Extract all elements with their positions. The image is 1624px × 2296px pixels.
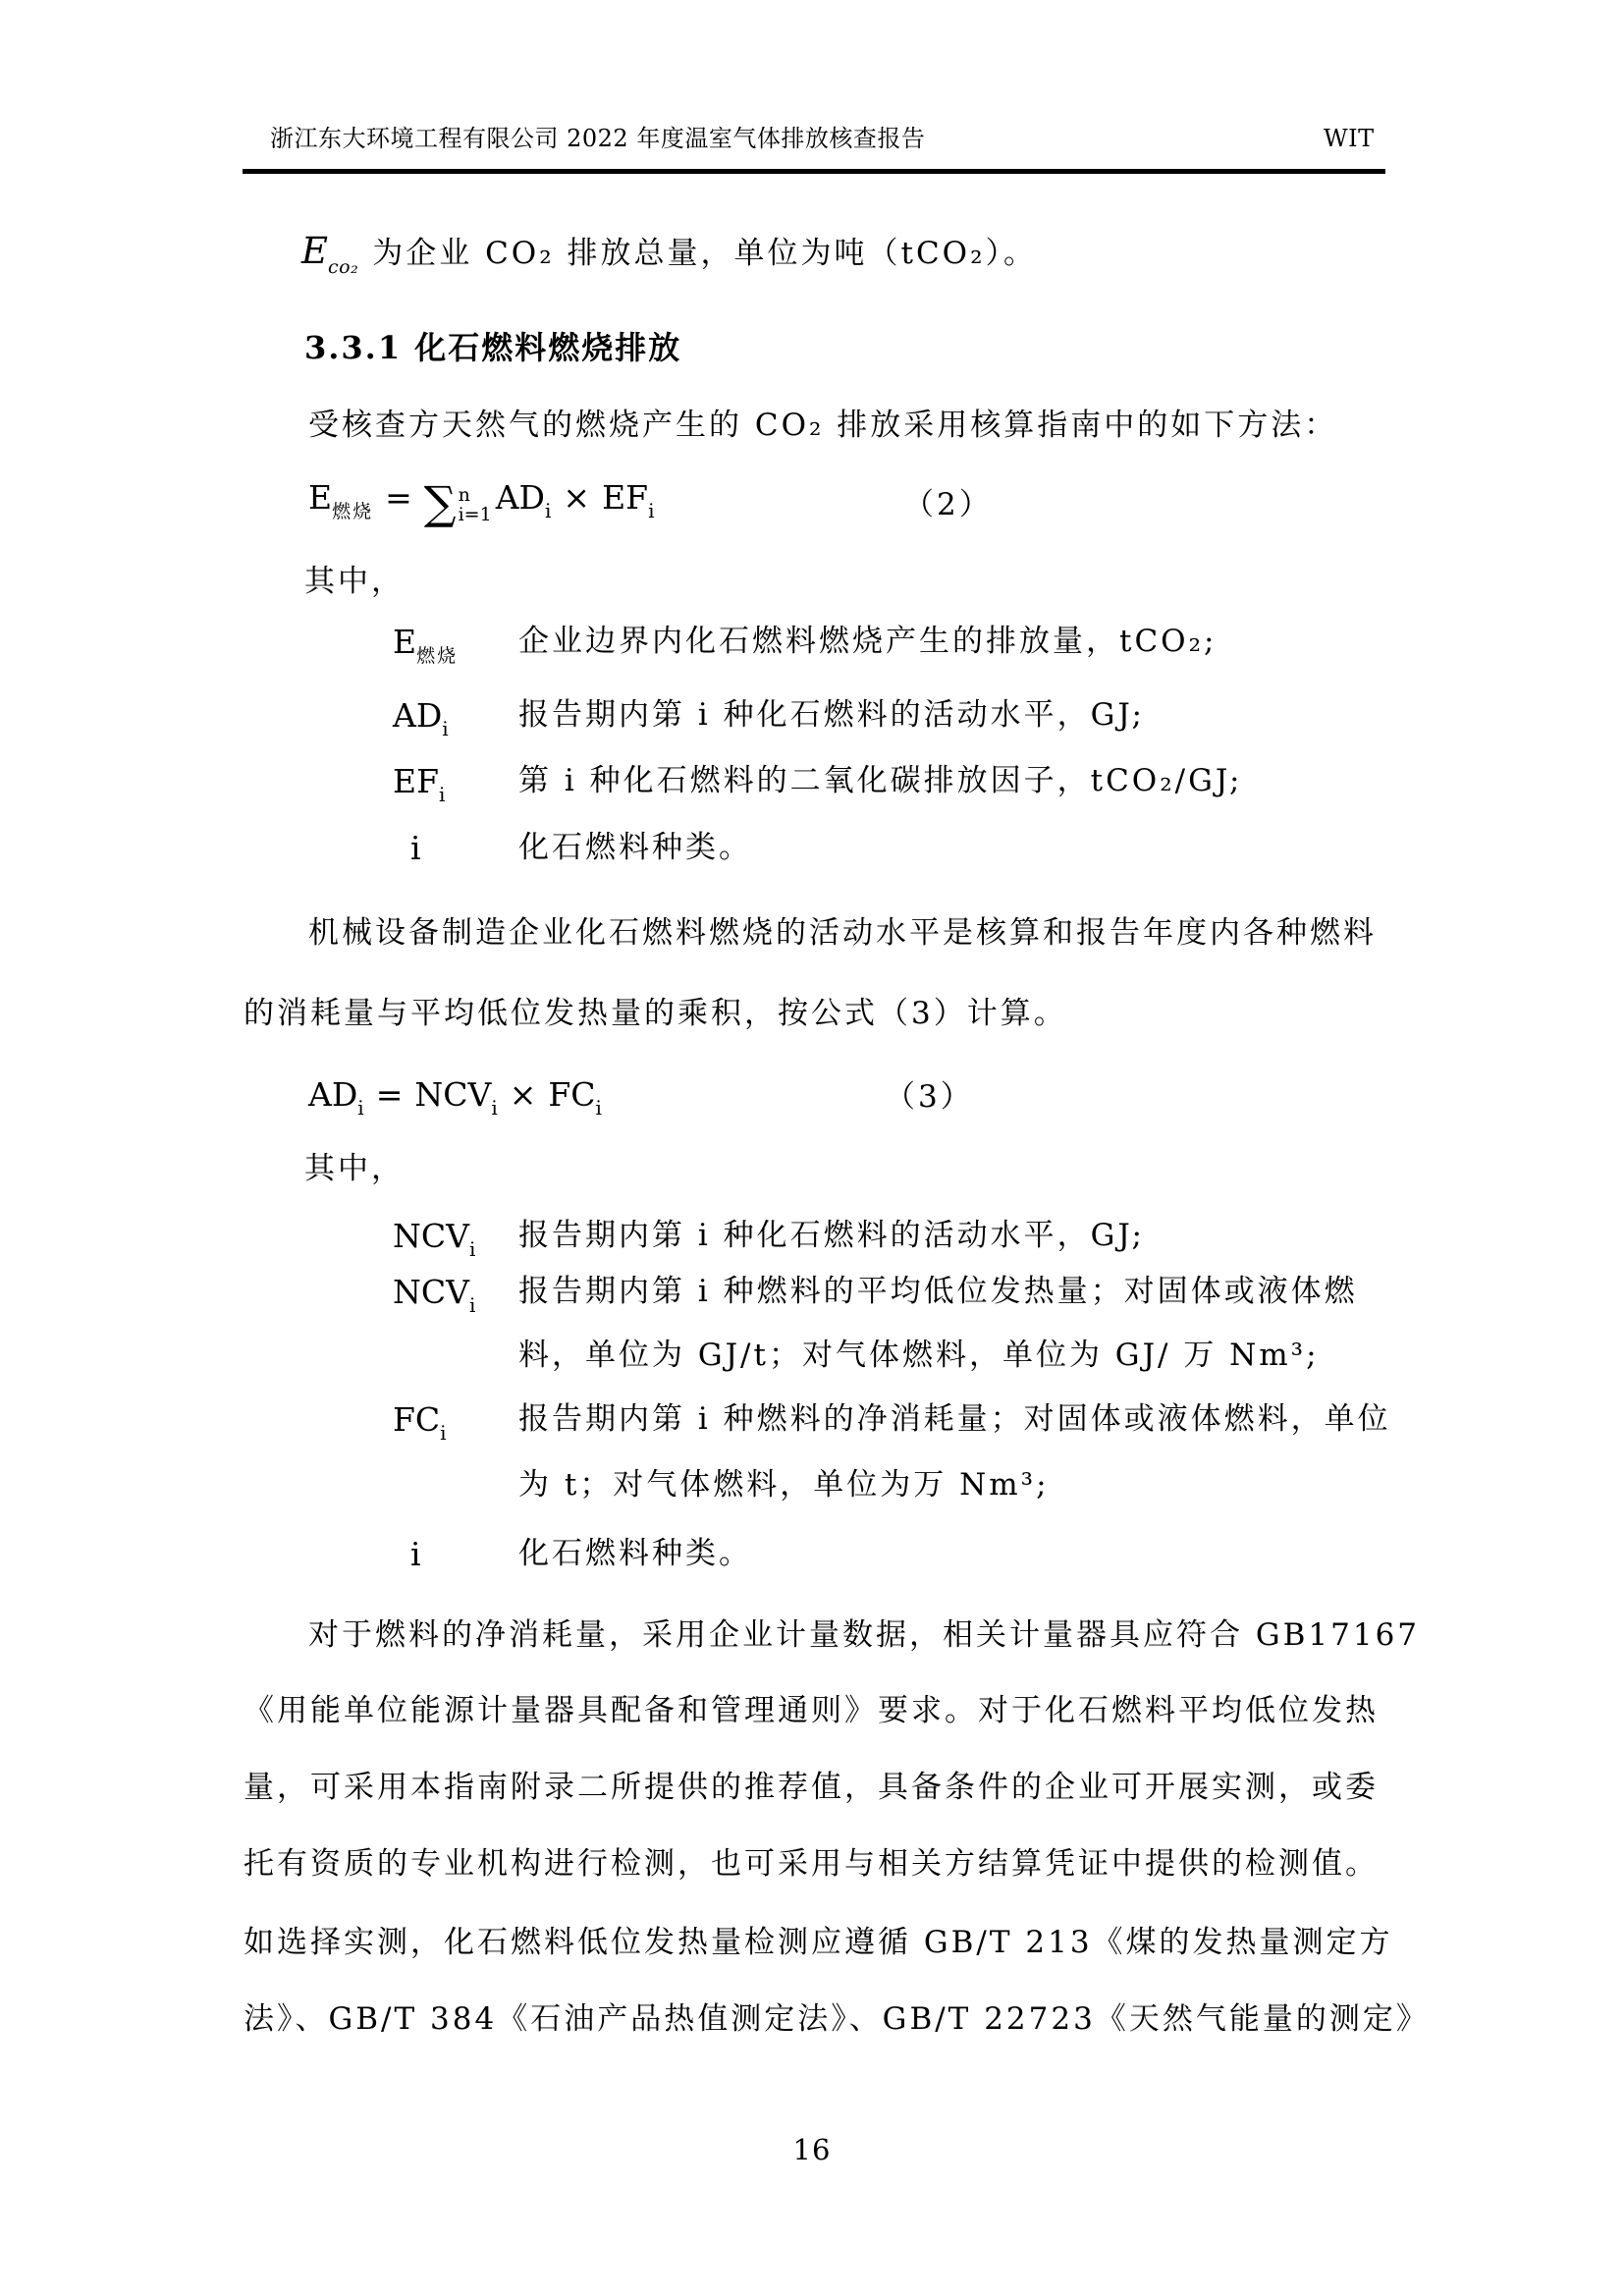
paragraph-activity-level-line1: 机械设备制造企业化石燃料燃烧的活动水平是核算和报告年度内各种燃料 [308, 915, 1377, 951]
term-base: NCV [393, 1217, 469, 1255]
formula3-term2-subscript: i [595, 1096, 602, 1120]
definition-term [393, 622, 459, 667]
formula2-term2-base: EF [602, 478, 649, 517]
definition-term [410, 1534, 421, 1576]
formula3-term1-base: NCV [414, 1075, 492, 1114]
summation-icon: ∑ [423, 476, 457, 529]
definition-desc: 料，单位为 GJ/t；对气体燃料，单位为 GJ/ 万 Nm³; [518, 1338, 1320, 1373]
formula-activity-data [308, 1074, 602, 1120]
definition-term [393, 1272, 476, 1317]
paragraph-activity-level-line2: 的消耗量与平均低位发热量的乘积，按公式（3）计算。 [244, 996, 1067, 1031]
header-brand: WIT [1324, 125, 1375, 152]
page-number: 16 [792, 2133, 832, 2166]
summation-lower-limit: i=1 [458, 504, 492, 525]
formula2-term1-base: AD [495, 478, 545, 517]
paragraph-fuel-consumption-line2: 《用能单位能源计量器具配备和管理通则》要求。对于化石燃料平均低位发热 [244, 1693, 1379, 1728]
formula3-number: （3） [885, 1079, 974, 1115]
paragraph-fuel-consumption-line3: 量，可采用本指南附录二所提供的推荐值，具备条件的企业可开展实测，或委 [244, 1770, 1379, 1805]
term-subscript: 燃烧 [416, 645, 459, 667]
formula2-lhs-base: E [308, 478, 333, 517]
definition-desc: 化石燃料种类。 [518, 830, 752, 865]
definition-desc: 化石燃料种类。 [518, 1536, 752, 1571]
equals-sign: = [375, 1075, 404, 1114]
definition-desc: 报告期内第 i 种燃料的净消耗量；对固体或液体燃料，单位 [518, 1401, 1391, 1437]
paragraph-method-intro: 受核查方天然气的燃烧产生的 CO₂ 排放采用核算指南中的如下方法： [308, 408, 1338, 443]
where-label: 其中， [304, 1151, 405, 1186]
multiplication-sign: × [563, 478, 591, 517]
summation-upper-limit: n [458, 484, 470, 506]
formula-combustion-emission [308, 476, 655, 529]
definition-desc: 报告期内第 i 种化石燃料的活动水平，GJ; [518, 1218, 1145, 1253]
intro-text: 为企业 CO₂ 排放总量，单位为吨（tCO₂）。 [372, 236, 1038, 271]
formula3-term1-subscript: i [491, 1096, 498, 1120]
definition-term [410, 828, 421, 870]
paragraph-fuel-consumption-line1: 对于燃料的净消耗量，采用企业计量数据，相关计量器具应符合 GB17167 [308, 1617, 1421, 1653]
formula3-lhs-subscript: i [357, 1096, 364, 1120]
formula2-term2-subscript: i [648, 499, 655, 522]
multiplication-sign: × [509, 1075, 537, 1114]
definition-desc: 第 i 种化石燃料的二氧化碳排放因子，tCO₂/GJ; [518, 763, 1243, 798]
term-base: i [410, 1535, 421, 1573]
paragraph-fuel-consumption-line5: 如选择实测，化石燃料低位发热量检测应遵循 GB/T 213《煤的发热量测定方 [244, 1925, 1393, 1960]
term-subscript: i [442, 717, 449, 740]
header-rule [243, 169, 1385, 174]
term-subscript: i [468, 1293, 476, 1317]
term-base: AD [393, 696, 443, 735]
term-subscript: i [440, 1421, 447, 1445]
definition-term [393, 761, 446, 806]
section-heading: 3.3.1 化石燃料燃烧排放 [304, 329, 682, 366]
definition-term [393, 1399, 447, 1445]
definition-desc: 企业边界内化石燃料燃烧产生的排放量，tCO₂; [518, 624, 1218, 659]
e-co2-symbol: E [301, 230, 329, 272]
definition-term [393, 695, 449, 738]
formula3-lhs-base: AD [308, 1075, 358, 1114]
term-base: i [410, 829, 421, 867]
term-subscript: i [439, 783, 446, 806]
formula3-term2-base: FC [548, 1075, 596, 1114]
summation-limits [459, 485, 492, 524]
intro-line [301, 228, 1038, 278]
definition-desc: 报告期内第 i 种化石燃料的活动水平，GJ; [518, 697, 1145, 733]
term-base: FC [393, 1400, 441, 1439]
where-label: 其中， [304, 564, 405, 599]
equals-sign: = [385, 478, 412, 517]
formula2-term1-subscript: i [545, 499, 552, 522]
e-co2-subscript: co₂ [328, 256, 359, 278]
paragraph-fuel-consumption-line4: 托有资质的专业机构进行检测，也可采用与相关方结算凭证中提供的检测值。 [244, 1846, 1379, 1882]
formula2-lhs-subscript: 燃烧 [332, 501, 374, 522]
formula2-number: （2） [903, 487, 993, 522]
definition-desc: 报告期内第 i 种燃料的平均低位发热量；对固体或液体燃 [518, 1274, 1358, 1309]
paragraph-fuel-consumption-line6: 法》、GB/T 384《石油产品热值测定法》、GB/T 22723《天然气能量的测定》 [244, 2001, 1430, 2037]
header-title: 浙江东大环境工程有限公司 2022 年度温室气体排放核查报告 [270, 125, 926, 152]
definition-term [393, 1216, 476, 1261]
term-base: NCV [393, 1273, 469, 1311]
term-base: E [393, 623, 417, 661]
term-subscript: i [468, 1237, 476, 1261]
definition-desc: 为 t；对气体燃料，单位为万 Nm³; [518, 1467, 1050, 1503]
term-base: EF [393, 762, 439, 800]
